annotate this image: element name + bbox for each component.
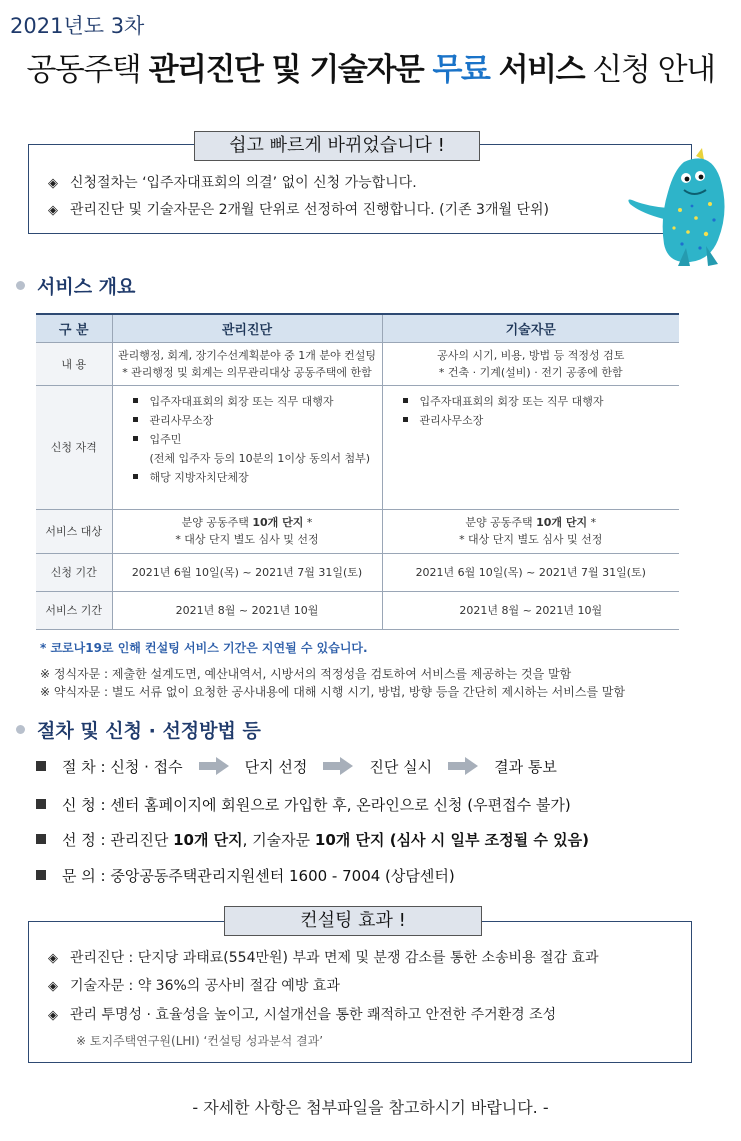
table-row <box>36 385 679 509</box>
inquiry-label: 문 의 : <box>62 867 111 885</box>
effect-line-1: ◈ 관리진단 : 단지당 과태료(554만원) 부과 면제 및 분쟁 감소를 통한 소송비용 절감 효과 <box>48 950 599 966</box>
cell-tech-apply-period: 2021년 6월 10일(목) ~ 2021년 7월 31일(토) <box>382 553 679 591</box>
square-bullet-icon <box>403 417 408 422</box>
square-bullet-icon <box>133 417 138 422</box>
row-label-target: 서비스 대상 <box>36 509 112 553</box>
cell-diag-content: 관리행정, 회계, 장기수선계획분야 중 1개 분야 컨설팅 * 관리행정 및 회계는 의무관리대상 공동주택에 한함 <box>112 342 382 385</box>
diamond-bullet-icon: ◈ <box>48 176 58 191</box>
procedure-step-4: 결과 통보 <box>494 758 557 776</box>
procedure-step-2: 단지 선정 <box>244 758 308 776</box>
row-label-apply-period: 신청 기간 <box>36 553 112 591</box>
cell-diag-target: 분양 공동주택 10개 단지 * * 대상 단지 별도 심사 및 선정 <box>112 509 382 553</box>
row-label-qualification: 신청 자격 <box>36 385 112 509</box>
effect-line-2: ◈ 기술자문 : 약 36%의 공사비 절감 예방 효과 <box>48 978 340 994</box>
table-header-category: 구 분 <box>36 314 112 342</box>
cell-tech-service-period: 2021년 8월 ~ 2021년 10월 <box>382 591 679 629</box>
table-row <box>36 591 679 629</box>
procedure-step-3: 진단 실시 <box>369 758 433 776</box>
title-free: 무료 <box>432 52 490 88</box>
square-bullet-icon <box>133 436 138 441</box>
square-bullet-icon <box>36 834 46 844</box>
cell-diag-apply-period: 2021년 6월 10일(목) ~ 2021년 7월 31일(토) <box>112 553 382 591</box>
section-title-procedure: 절차 및 신청 · 선정방법 등 <box>16 716 261 743</box>
square-bullet-icon <box>133 398 138 403</box>
effect-box-label: 컨설팅 효과 ! <box>224 906 482 936</box>
table-row <box>36 553 679 591</box>
arrow-right-icon <box>448 757 478 775</box>
square-bullet-icon <box>36 870 46 880</box>
title-part4: 신청 안내 <box>584 52 715 88</box>
square-bullet-icon <box>403 398 408 403</box>
covid-notice: * 코로나19로 인해 컨설팅 서비스 기간은 지연될 수 있습니다. <box>40 641 368 655</box>
title-part3: 서비스 <box>489 52 585 88</box>
note-simple-consult: ※ 약식자문 : 별도 서류 없이 요청한 공사내용에 대해 시행 시기, 방법, 방향 등을 간단히 제시하는 서비스를 말함 <box>40 685 626 699</box>
row-label-service-period: 서비스 기간 <box>36 591 112 629</box>
title-part2: 관리진단 및 기술자문 <box>148 52 433 88</box>
note-formal-consult: ※ 정식자문 : 제출한 설계도면, 예산내역서, 시방서의 적정성을 검토하여 서비스를 제공하는 것을 말함 <box>40 667 572 681</box>
bullet-dot-icon <box>16 725 25 734</box>
diamond-bullet-icon: ◈ <box>48 951 58 966</box>
cell-tech-target: 분양 공동주택 10개 단지 * * 대상 단지 별도 심사 및 선정 <box>382 509 679 553</box>
square-bullet-icon <box>133 474 138 479</box>
change-notice-line-2: ◈ 관리진단 및 기술자문은 2개월 단위로 선정하여 진행합니다. (기존 3개월 단위) <box>48 202 549 218</box>
diamond-bullet-icon: ◈ <box>48 979 58 994</box>
page-title <box>0 44 741 89</box>
service-table <box>36 313 679 630</box>
change-notice-label: 쉽고 빠르게 바뀌었습니다 ! <box>194 131 480 161</box>
title-part1: 공동주택 <box>26 52 149 88</box>
inquiry-line <box>36 865 455 886</box>
square-bullet-icon <box>36 761 46 771</box>
cell-tech-content: 공사의 시기, 비용, 방법 등 적정성 검토 * 건축 · 기계(설비) · 전기 공종에 한함 <box>382 342 679 385</box>
row-label-content: 내 용 <box>36 342 112 385</box>
square-bullet-icon <box>36 799 46 809</box>
cell-diag-qualification: 입주자대표회의 회장 또는 직무 대행자 관리사무소장 입주민 (전체 입주자 등의 10분의 1이상 동의서 첨부) 해당 지방자치단체장 <box>112 385 382 509</box>
change-notice-line-1: ◈ 신청절차는 ‘입주자대표회의 의결’ 없이 신청 가능합니다. <box>48 175 417 191</box>
section-title-overview: 서비스 개요 <box>16 272 135 299</box>
select-line: 선 정 : 관리진단 10개 단지, 기술자문 10개 단지 (심사 시 일부 조정될 수 있음) <box>36 829 589 850</box>
bullet-dot-icon <box>16 281 25 290</box>
apply-label: 신 청 : <box>62 796 111 814</box>
diamond-bullet-icon: ◈ <box>48 203 58 218</box>
procedure-line <box>36 756 557 777</box>
apply-line <box>36 794 571 815</box>
arrow-right-icon <box>199 757 229 775</box>
mascot-illustration <box>624 148 730 268</box>
effect-line-3: ◈ 관리 투명성 · 효율성을 높이고, 시설개선을 통한 쾌적하고 안전한 주거환경 조성 <box>48 1007 557 1023</box>
footer-note: - 자세한 사항은 첨부파일을 참고하시기 바랍니다. - <box>192 1098 549 1117</box>
procedure-step-1: 신청 · 접수 <box>110 758 183 776</box>
diamond-bullet-icon: ◈ <box>48 1008 58 1023</box>
table-row <box>36 509 679 553</box>
arrow-right-icon <box>323 757 353 775</box>
apply-text: 센터 홈페이지에 회원으로 가입한 후, 온라인으로 신청 (우편접수 불가) <box>110 796 571 814</box>
select-label: 선 정 : <box>62 831 111 849</box>
table-header-row <box>36 314 679 342</box>
table-header-tech: 기술자문 <box>382 314 679 342</box>
cell-tech-qualification: 입주자대표회의 회장 또는 직무 대행자 관리사무소장 <box>382 385 679 509</box>
year-label: 2021년도 3차 <box>10 14 145 38</box>
cell-diag-service-period: 2021년 8월 ~ 2021년 10월 <box>112 591 382 629</box>
effect-source: ※ 토지주택연구원(LHI) ‘컨설팅 성과분석 결과’ <box>76 1034 324 1048</box>
inquiry-text: 중앙공동주택관리지원센터 1600 - 7004 (상담센터) <box>110 867 455 885</box>
table-row <box>36 342 679 385</box>
table-header-diagnosis: 관리진단 <box>112 314 382 342</box>
procedure-label: 절 차 : <box>62 758 111 776</box>
